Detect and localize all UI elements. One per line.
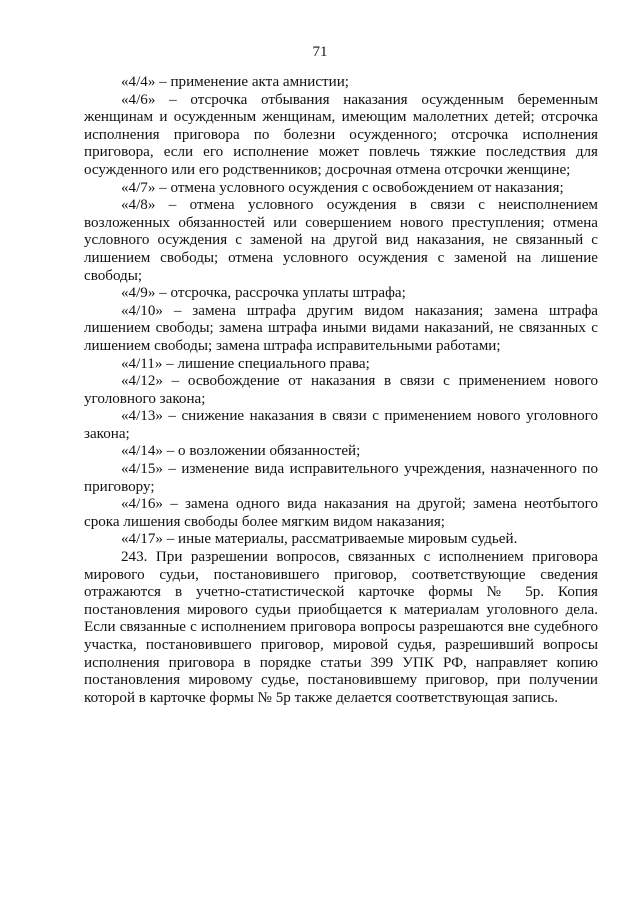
- paragraph-code-4-16: «4/16» – замена одного вида наказания на другой; замена неотбытого срока лишения свободы более мягким видом наказания;: [84, 496, 598, 530]
- paragraph-code-4-8: «4/8» – отмена условного осуждения в связи с неисполнением возложенных обязанностей или совершением нового преступления; отмена условного осуждения с заменой на другой вид наказания, не связанный с лишением свободы; отмена условного осуждения с заменой на лишение свободы;: [84, 197, 598, 284]
- paragraph-code-4-10: «4/10» – замена штрафа другим видом наказания; замена штрафа лишением свободы; замена штрафа иными видами наказаний, не связанных с лишением свободы; замена штрафа исправительными работами;: [84, 302, 598, 354]
- paragraph-code-4-9: «4/9» – отсрочка, рассрочка уплаты штрафа;: [121, 285, 406, 302]
- paragraph-code-4-4: «4/4» – применение акта амнистии;: [121, 74, 349, 90]
- paragraph-code-4-12: «4/12» – освобождение от наказания в связи с применением нового уголовного закона;: [84, 373, 598, 407]
- paragraph-code-4-7: «4/7» – отмена условного осуждения с освобождением от наказания;: [121, 179, 564, 196]
- paragraph-code-4-13: «4/13» – снижение наказания в связи с применением нового уголовного закона;: [84, 408, 598, 442]
- paragraph-code-4-17: «4/17» – иные материалы, рассматриваемые мировым судьей.: [121, 531, 518, 548]
- paragraph-code-4-6: «4/6» – отсрочка отбывания наказания осужденным беременным женщинам и осужденным женщинам, имеющим малолетних детей; отсрочка исполнения приговора по болезни осужденного; отсрочка исполнения приговора, если его исполнение может повлечь тяжкие последствия для осужденного или его родственников; досрочная отмена отсрочки женщине;: [84, 91, 598, 178]
- paragraph-code-4-14: «4/14» – о возложении обязанностей;: [121, 443, 361, 460]
- paragraph-code-4-15: «4/15» – изменение вида исправительного учреждения, назначенного по приговору;: [84, 461, 598, 495]
- paragraph-section-243: 243. При разрешении вопросов, связанных с исполнением приговора мирового судьи, постановившего приговор, соответствующие сведения отражаются в учетно-статистической карточке формы № 5р. Копия постановления мирового судьи приобщается к материалам уголовного дела. Если связанные с исполнением приговора вопросы разрешаются вне судебного участка, постановившего приговор, мировой судья, разрешивший вопросы исполнения приговора в порядке статьи 399 УПК РФ, направляет копию постановления мировому судье, постановившему приговор, при получении которой в карточке формы № 5р также делается соответствующая запись.: [84, 549, 598, 706]
- document-body: [84, 74, 598, 707]
- page-number: 71: [312, 44, 328, 60]
- paragraph-code-4-11: «4/11» – лишение специального права;: [121, 355, 370, 372]
